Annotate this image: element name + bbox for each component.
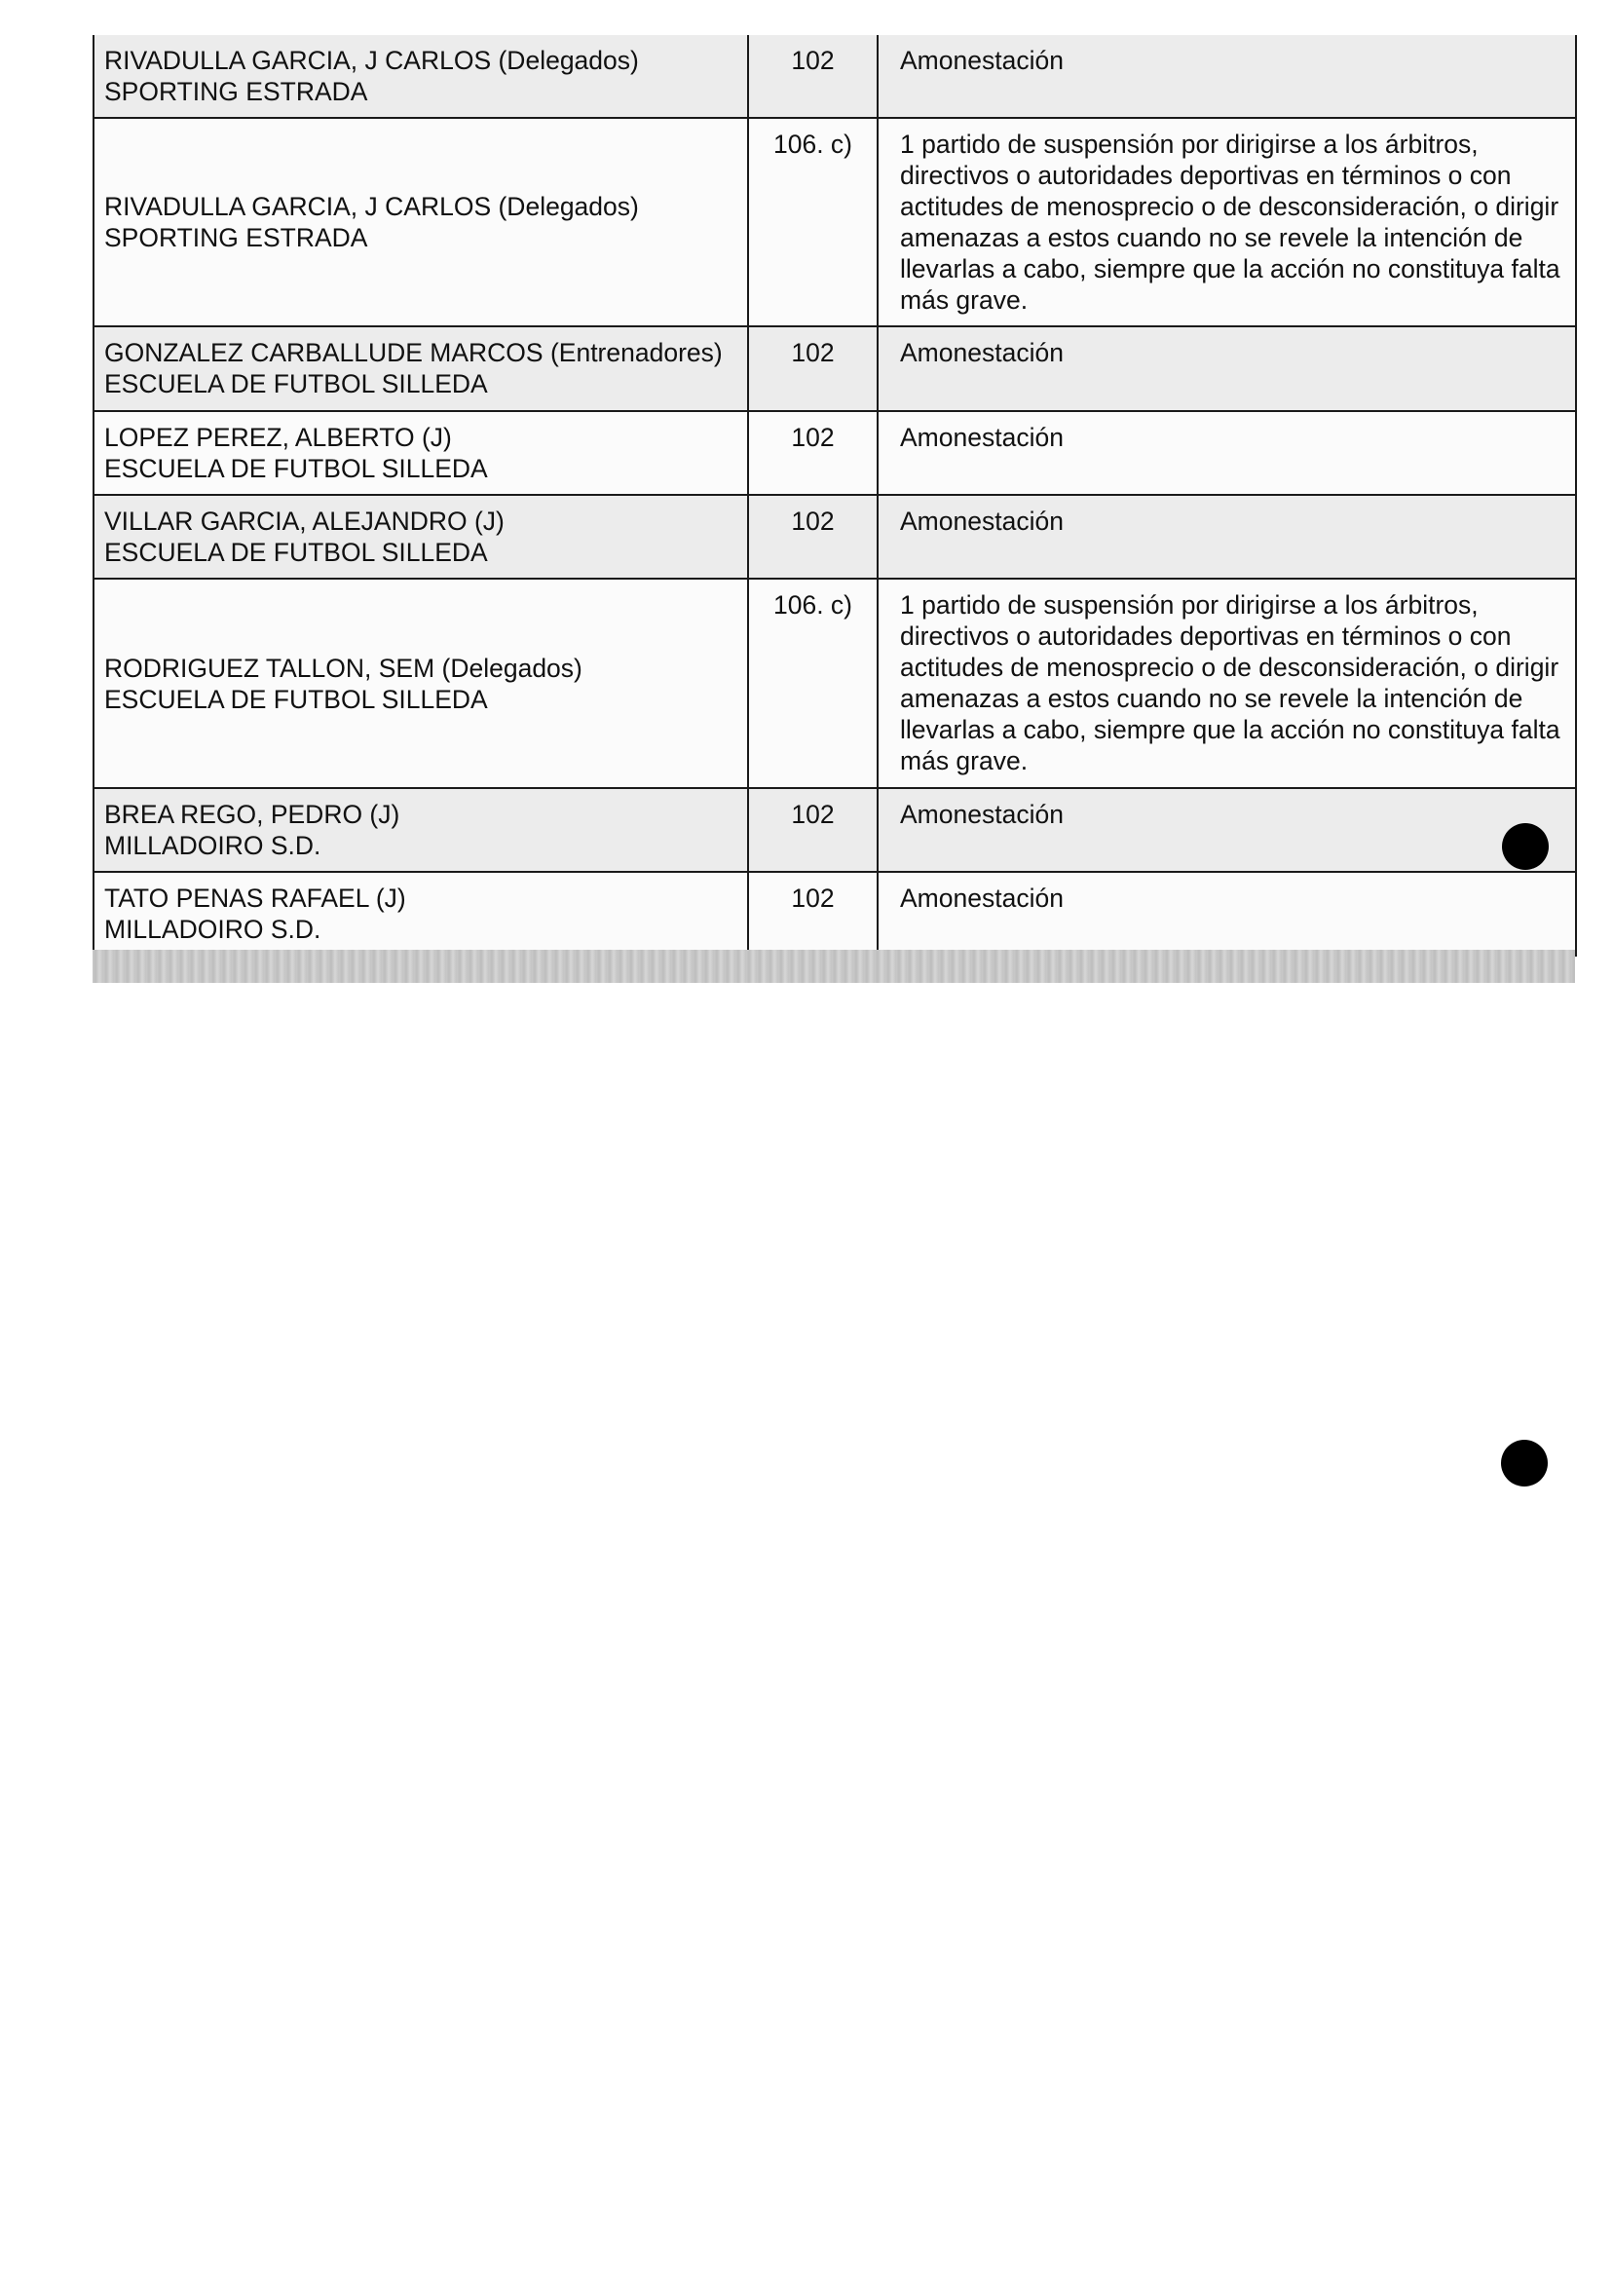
person-name: RODRIGUEZ TALLON, SEM (Delegados) bbox=[104, 653, 582, 683]
sanction-row bbox=[94, 326, 1576, 411]
scan-shading-band bbox=[93, 950, 1575, 983]
article-number: 102 bbox=[791, 507, 835, 536]
person-name: BREA REGO, PEDRO (J) bbox=[104, 800, 400, 829]
article-number: 102 bbox=[791, 800, 835, 829]
club-name: ESCUELA DE FUTBOL SILLEDA bbox=[104, 684, 488, 714]
person-cell bbox=[94, 788, 748, 872]
sanction-row bbox=[94, 788, 1576, 872]
article-cell bbox=[748, 495, 878, 579]
sanction-row bbox=[94, 872, 1576, 956]
article-cell bbox=[748, 872, 878, 956]
sanction-cell bbox=[878, 118, 1576, 326]
sanction-text-line: actitudes de menosprecio o de desconsideración, o dirigir bbox=[900, 192, 1559, 221]
punch-hole-icon bbox=[1502, 823, 1549, 870]
sanction-cell bbox=[878, 579, 1576, 788]
sanction-cell bbox=[878, 411, 1576, 495]
sanction-text-line: llevarlas a cabo, siempre que la acción no constituya falta bbox=[900, 254, 1560, 283]
person-cell bbox=[94, 579, 748, 788]
article-cell bbox=[748, 788, 878, 872]
article-cell bbox=[748, 35, 878, 118]
person-name: LOPEZ PEREZ, ALBERTO (J) bbox=[104, 423, 452, 452]
article-cell bbox=[748, 411, 878, 495]
sanction-cell bbox=[878, 872, 1576, 956]
person-name: VILLAR GARCIA, ALEJANDRO (J) bbox=[104, 507, 505, 536]
sanction-text: Amonestación bbox=[900, 884, 1064, 913]
sanction-text: Amonestación bbox=[900, 338, 1064, 367]
article-cell bbox=[748, 579, 878, 788]
club-name: SPORTING ESTRADA bbox=[104, 223, 368, 252]
article-number: 102 bbox=[791, 46, 835, 75]
punch-hole-icon bbox=[1501, 1440, 1548, 1487]
sanction-cell bbox=[878, 788, 1576, 872]
person-cell bbox=[94, 35, 748, 118]
sanction-row bbox=[94, 495, 1576, 579]
sanction-text-line: amenazas a estos cuando no se revele la intención de bbox=[900, 684, 1523, 713]
sanction-text-line: más grave. bbox=[900, 285, 1029, 315]
article-number: 102 bbox=[791, 884, 835, 913]
person-cell bbox=[94, 326, 748, 411]
sanction-text: Amonestación bbox=[900, 46, 1064, 75]
article-number: 102 bbox=[791, 338, 835, 367]
article-cell bbox=[748, 118, 878, 326]
club-name: SPORTING ESTRADA bbox=[104, 77, 368, 106]
club-name: MILLADOIRO S.D. bbox=[104, 915, 321, 944]
person-name: RIVADULLA GARCIA, J CARLOS (Delegados) bbox=[104, 46, 639, 75]
article-cell bbox=[748, 326, 878, 411]
sanction-row bbox=[94, 35, 1576, 118]
sanctions-table bbox=[93, 35, 1577, 957]
person-cell bbox=[94, 118, 748, 326]
sanction-text-line: directivos o autoridades deportivas en términos o con bbox=[900, 621, 1512, 651]
sanction-text-line: 1 partido de suspensión por dirigirse a los árbitros, bbox=[900, 130, 1479, 159]
person-name: TATO PENAS RAFAEL (J) bbox=[104, 884, 406, 913]
sanction-text-line: llevarlas a cabo, siempre que la acción no constituya falta bbox=[900, 715, 1560, 744]
sanction-text: Amonestación bbox=[900, 423, 1064, 452]
club-name: ESCUELA DE FUTBOL SILLEDA bbox=[104, 454, 488, 483]
person-name: GONZALEZ CARBALLUDE MARCOS (Entrenadores) bbox=[104, 338, 723, 367]
sanction-text-line: más grave. bbox=[900, 746, 1029, 775]
club-name: MILLADOIRO S.D. bbox=[104, 831, 321, 860]
person-cell bbox=[94, 411, 748, 495]
sanction-text: Amonestación bbox=[900, 507, 1064, 536]
club-name: ESCUELA DE FUTBOL SILLEDA bbox=[104, 538, 488, 567]
person-cell bbox=[94, 495, 748, 579]
sanction-cell bbox=[878, 35, 1576, 118]
sanction-text-line: actitudes de menosprecio o de desconsideración, o dirigir bbox=[900, 653, 1559, 682]
sanction-text-line: directivos o autoridades deportivas en términos o con bbox=[900, 161, 1512, 190]
article-number: 102 bbox=[791, 423, 835, 452]
sanction-cell bbox=[878, 326, 1576, 411]
article-number: 106. c) bbox=[772, 590, 852, 620]
sanction-row bbox=[94, 118, 1576, 326]
club-name: ESCUELA DE FUTBOL SILLEDA bbox=[104, 369, 488, 398]
sanction-text: Amonestación bbox=[900, 800, 1064, 829]
person-name: RIVADULLA GARCIA, J CARLOS (Delegados) bbox=[104, 192, 639, 221]
sanction-row bbox=[94, 579, 1576, 788]
sanction-cell bbox=[878, 495, 1576, 579]
sanction-text-line: amenazas a estos cuando no se revele la intención de bbox=[900, 223, 1523, 252]
person-cell bbox=[94, 872, 748, 956]
sanction-row bbox=[94, 411, 1576, 495]
article-number: 106. c) bbox=[772, 130, 852, 159]
sanction-text-line: 1 partido de suspensión por dirigirse a los árbitros, bbox=[900, 590, 1479, 620]
